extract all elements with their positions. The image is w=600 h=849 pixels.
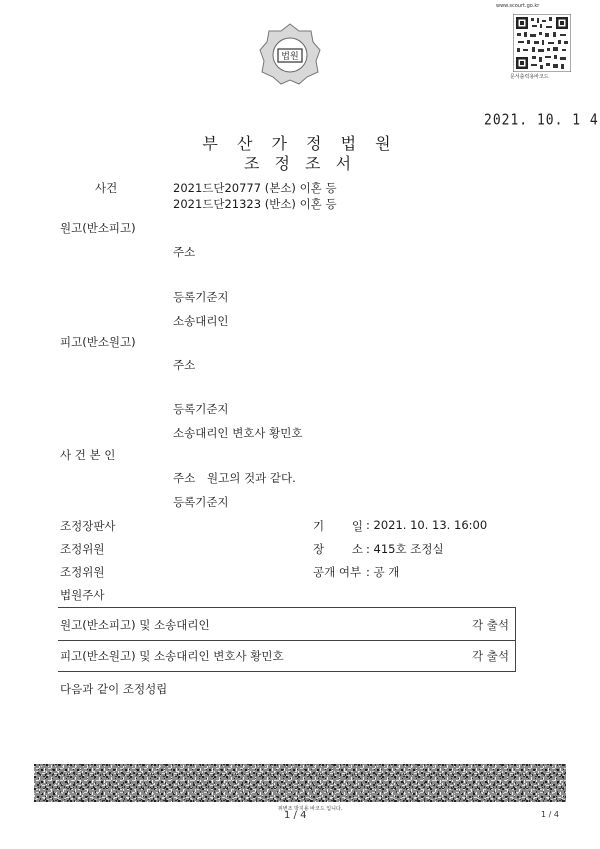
public-label: 공개 여부 — [313, 565, 362, 579]
page-number-center: 1 / 4 — [284, 810, 307, 821]
table-rule-middle — [58, 640, 516, 641]
court-seal-logo — [258, 22, 322, 86]
attendance-row1-status: 각 출석 — [472, 618, 509, 632]
defendant-registry-label: 등록기준지 — [173, 402, 229, 416]
defendant-heading: 피고(반소원고) — [60, 335, 136, 349]
qr-url: www.scourt.go.kr — [496, 3, 540, 9]
case-number-counter: 2021드단21323 (반소) 이혼 등 — [173, 197, 337, 211]
attendance-row1-text: 원고(반소피고) 및 소송대리인 — [60, 618, 210, 632]
anti-forgery-barcode — [34, 764, 566, 802]
hearing-date-label: 기 일 — [313, 519, 363, 533]
settlement-text: 다음과 같이 조정성립 — [60, 682, 168, 696]
hearing-place-label: 장 소 — [313, 542, 363, 556]
case-label: 사건 — [95, 181, 118, 195]
table-rule-right — [515, 607, 516, 671]
table-rule-bottom — [58, 671, 516, 672]
judge-label: 조정장판사 — [60, 519, 116, 533]
plaintiff-registry-label: 등록기준지 — [173, 290, 229, 304]
barcode-note: 위변조 방지용 바코드 입니다. — [278, 806, 343, 812]
seal-text: 법원 — [281, 52, 299, 62]
attendance-row2-status: 각 출석 — [472, 649, 509, 663]
court-name: 부 산 가 정 법 원 — [202, 134, 398, 153]
clerk-label: 법원주사 — [60, 588, 105, 602]
defendant-attorney-line: 소송대리인 변호사 황민호 — [173, 426, 303, 440]
plaintiff-heading: 원고(반소피고) — [60, 221, 136, 235]
stamp-date: 2021. 10. 1 4 — [484, 111, 599, 130]
mediator2-label: 조정위원 — [60, 565, 105, 579]
principal-address-value: 원고의 것과 같다. — [207, 471, 296, 485]
public-value: : 공 개 — [366, 565, 400, 579]
principal-registry-label: 등록기준지 — [173, 495, 229, 509]
page-number-right: 1 / 4 — [541, 810, 559, 819]
hearing-date-value: : 2021. 10. 13. 16:00 — [366, 518, 488, 532]
plaintiff-address-label: 주소 — [173, 245, 196, 259]
qr-caption: 문서출력용바코드 — [510, 74, 549, 80]
hearing-place-value: : 415호 조정실 — [366, 542, 444, 556]
table-rule-top — [58, 607, 516, 608]
attendance-row2-text: 피고(반소원고) 및 소송대리인 변호사 황민호 — [60, 649, 284, 663]
principal-heading: 사 건 본 인 — [60, 448, 116, 462]
plaintiff-attorney-label: 소송대리인 — [173, 314, 229, 328]
qr-code-icon — [513, 14, 571, 72]
principal-address-label: 주소 — [173, 471, 196, 485]
document-title: 조 정 조 서 — [243, 154, 357, 173]
defendant-address-label: 주소 — [173, 358, 196, 372]
mediator1-label: 조정위원 — [60, 542, 105, 556]
case-number-main: 2021드단20777 (본소) 이혼 등 — [173, 181, 337, 195]
